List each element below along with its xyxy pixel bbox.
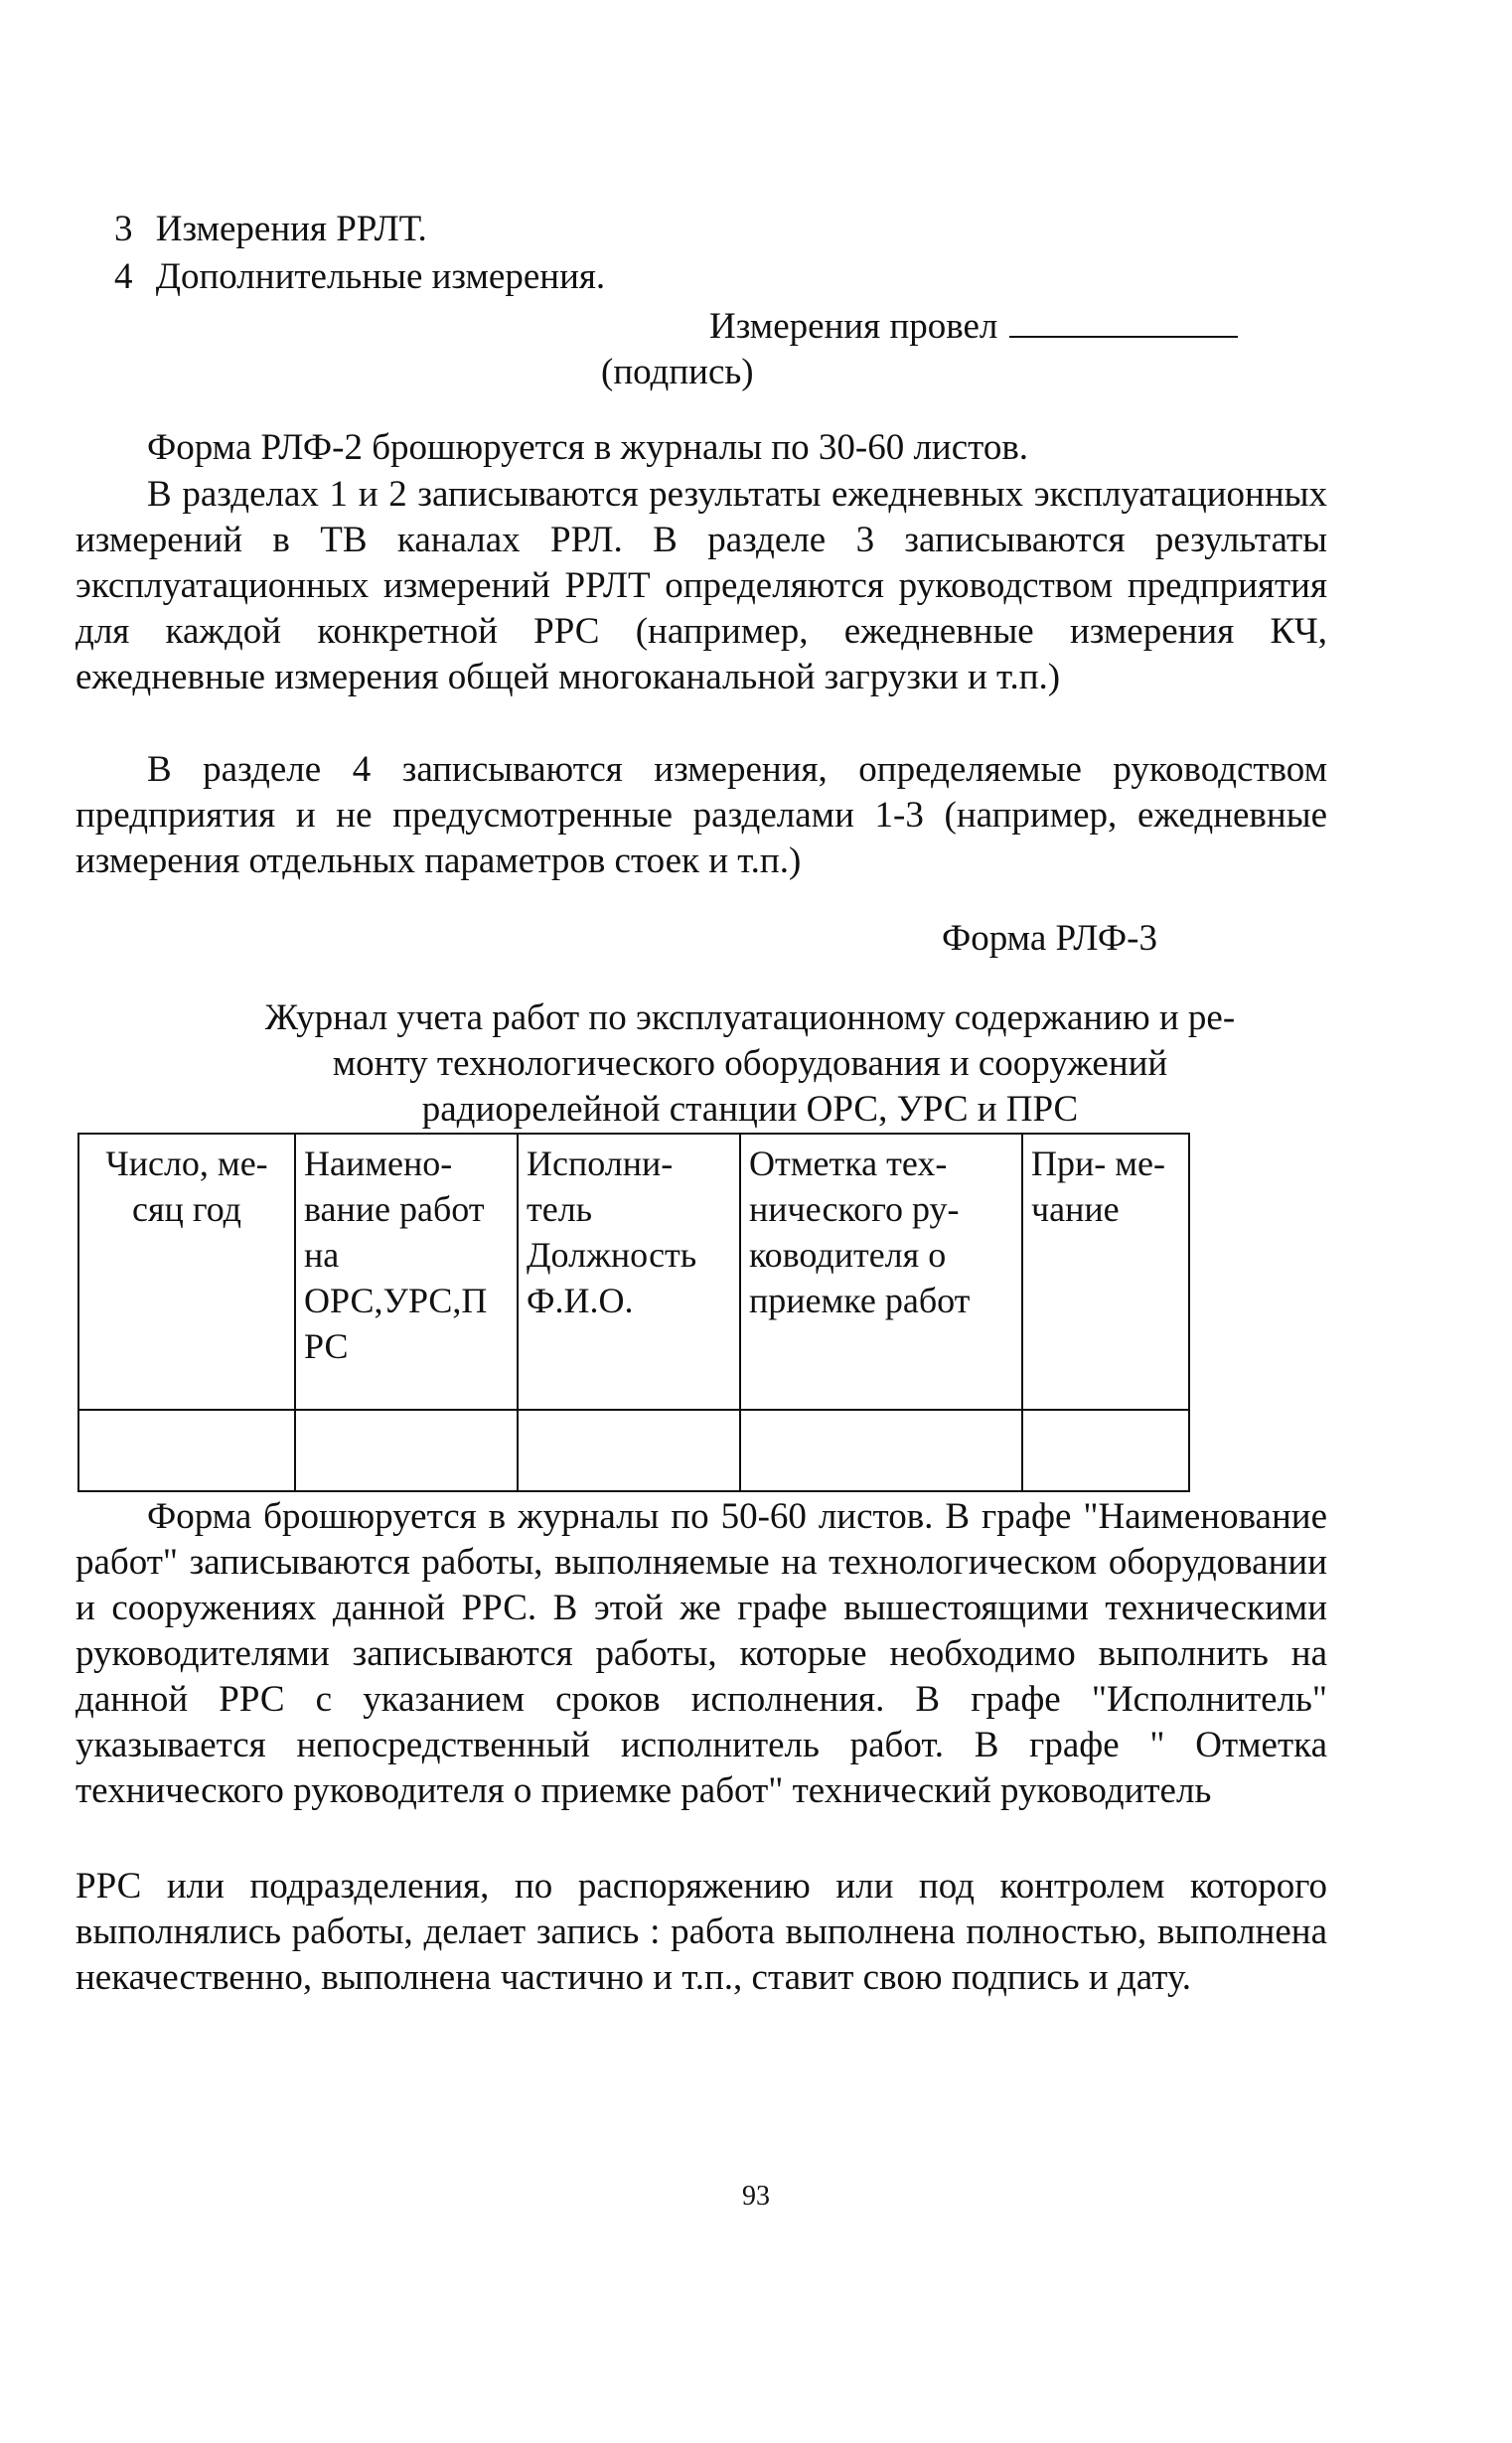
journal-title-line-1: Журнал учета работ по эксплуатационному содержанию и ре- bbox=[264, 997, 1236, 1038]
header-executor: Исполни- тель Должность Ф.И.О. bbox=[518, 1134, 740, 1410]
signature-line bbox=[709, 304, 1238, 350]
list-item-number: 4 bbox=[114, 256, 133, 297]
header-date: Число, ме- сяц год bbox=[78, 1134, 295, 1410]
paragraph: Форма брошюруется в журналы по 50-60 листов. В графе "Наименование работ" записываются работы, выполняемые на технологическом оборудовании и сооружениях данной РРС. В этой же графе вышестоящими техническими руководителями записываются работы, которые необходимо выполнить на данной РРС с указанием сроков исполнения. В графе "Исполнитель" указывается непосредственный исполнитель работ. В графе " Отметка технического руководителя о приемке работ" технический руководитель bbox=[76, 1496, 1327, 1811]
journal-table bbox=[77, 1133, 1190, 1492]
header-note: При- ме- чание bbox=[1022, 1134, 1189, 1410]
table-cell bbox=[518, 1410, 740, 1491]
paragraph: РРС или подразделения, по распоряжению или под контролем которого выполнялись работы, делает запись : работа выполнена полностью, выполнена некачественно, выполнена частично и т.п., ставит свою подпись и дату. bbox=[76, 1866, 1327, 1998]
header-acceptance-mark: Отметка тех- нического ру- ководителя о приемке работ bbox=[740, 1134, 1022, 1410]
list-item-text: Измерения РРЛТ. bbox=[155, 209, 427, 249]
table-cell bbox=[295, 1410, 518, 1491]
table-row bbox=[78, 1410, 1189, 1491]
signature-label: Измерения провел bbox=[709, 306, 998, 347]
list-item-text: Дополнительные измерения. bbox=[155, 256, 606, 297]
paragraph: Форма РЛФ-2 брошюруется в журналы по 30-60 листов. bbox=[147, 427, 1029, 468]
header-work-name: Наимено- вание работ на ОРС,УРС,П РС bbox=[295, 1134, 518, 1410]
table-cell bbox=[740, 1410, 1022, 1491]
page-number: 93 bbox=[742, 2181, 770, 2212]
form-label: Форма РЛФ-3 bbox=[942, 918, 1157, 959]
signature-caption: (подпись) bbox=[601, 352, 754, 392]
paragraph: В разделах 1 и 2 записываются результаты ежедневных эксплуатационных измерений в ТВ каналах РРЛ. В разделе 3 записываются результаты эксплуатационных измерений РРЛТ определяются руководством предприятия для каждой конкретной РРС (например, ежедневные измерения КЧ, ежедневные измерения общей многоканальной загрузки и т.п.) bbox=[76, 474, 1327, 697]
list-item-number: 3 bbox=[114, 209, 133, 249]
signature-blank bbox=[1009, 306, 1238, 338]
journal-title-line-3: радиорелейной станции ОРС, УРС и ПРС bbox=[421, 1089, 1079, 1130]
table-cell bbox=[78, 1410, 295, 1491]
list-item-4 bbox=[114, 254, 605, 300]
journal-title-line-2: монту технологического оборудования и сооружений bbox=[332, 1043, 1168, 1084]
table-header-row bbox=[78, 1134, 1189, 1410]
paragraph: В разделе 4 записываются измерения, определяемые руководством предприятия и не предусмотренные разделами 1-3 (например, ежедневные измерения отдельных параметров стоек и т.п.) bbox=[76, 749, 1327, 881]
table-cell bbox=[1022, 1410, 1189, 1491]
list-item-3 bbox=[114, 207, 427, 252]
